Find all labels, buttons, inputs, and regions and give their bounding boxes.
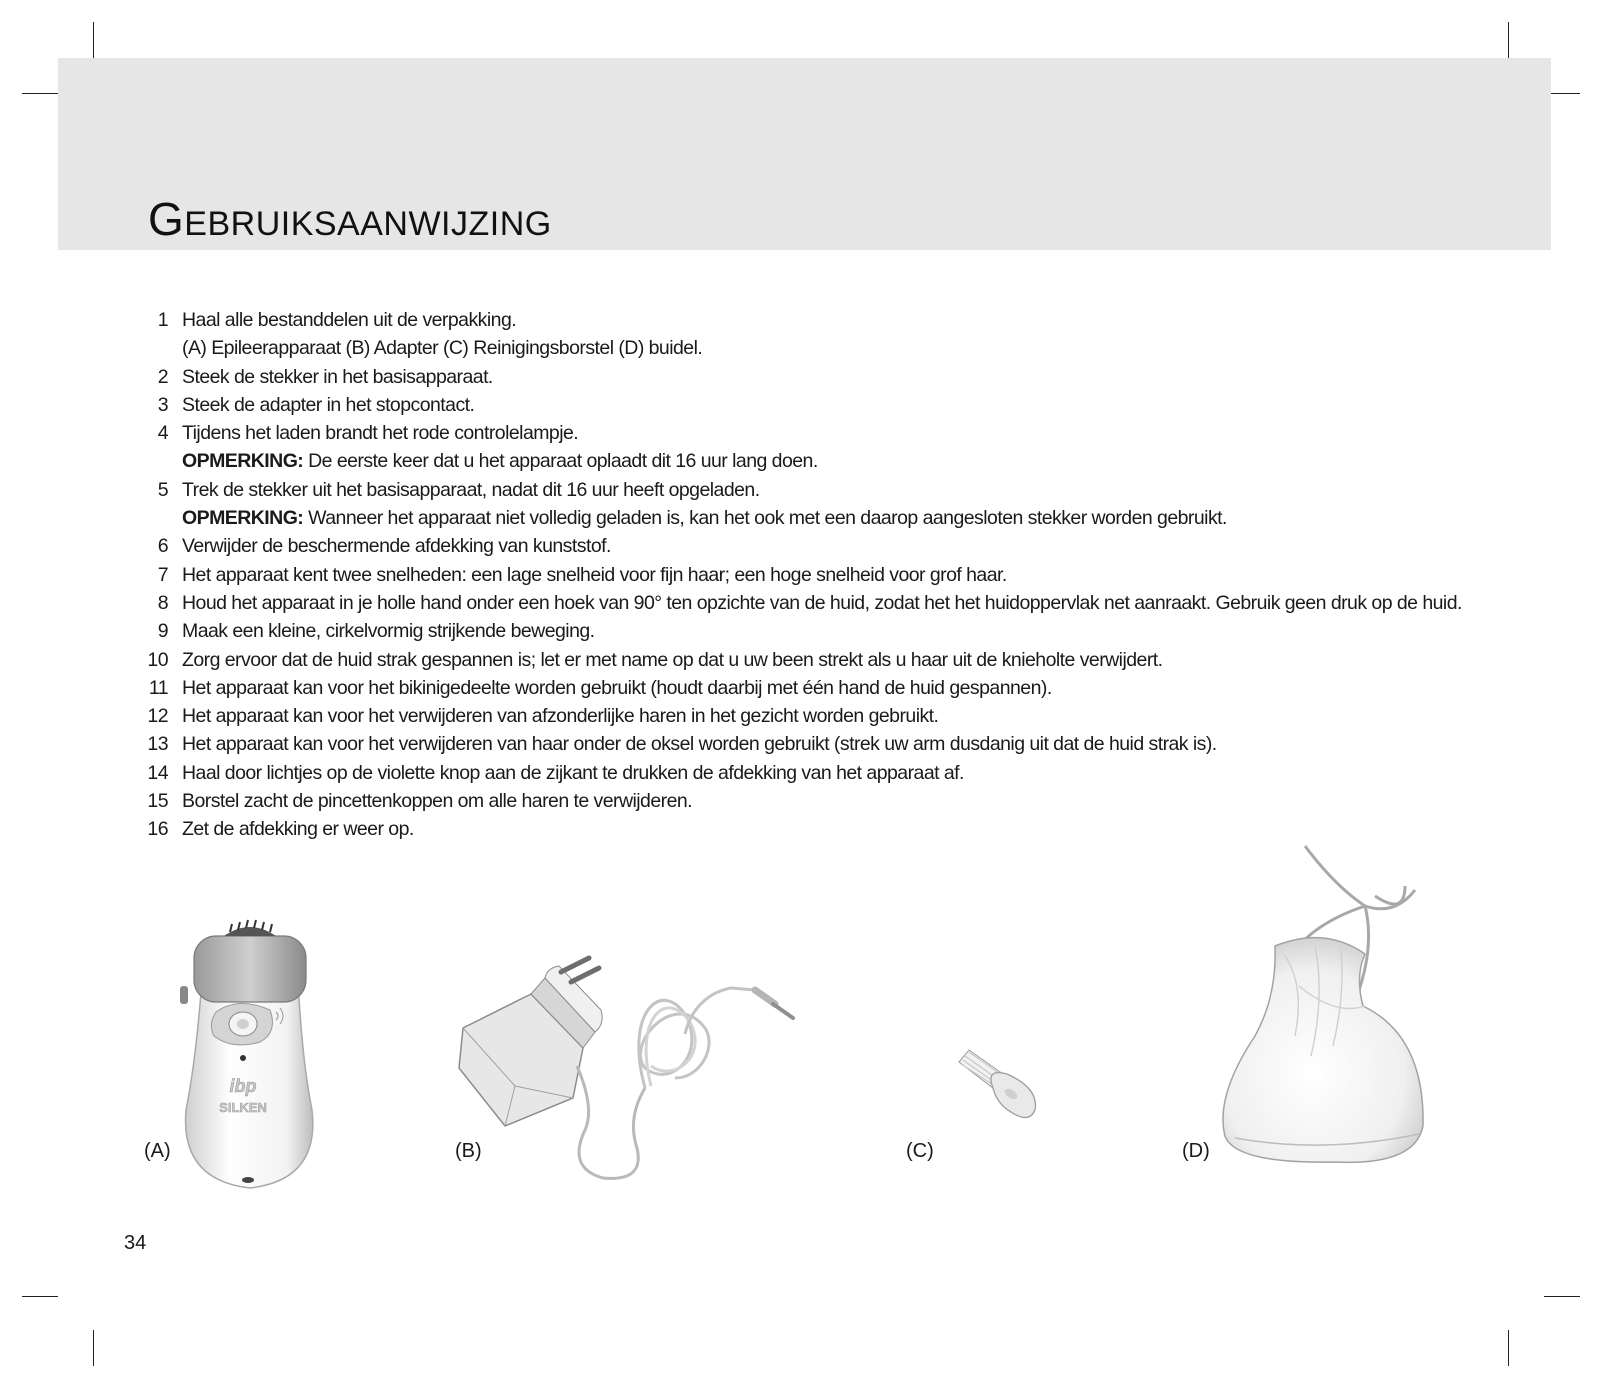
step-item xyxy=(140,702,1470,730)
step-item xyxy=(140,759,1470,787)
page-title-rest: EBRUIKSAANWIJZING xyxy=(184,205,552,243)
step-note xyxy=(182,447,1470,475)
step-text: Borstel zacht de pincettenkoppen om alle haren te verwijderen. xyxy=(182,790,693,813)
epilator-illustration xyxy=(180,940,320,1190)
step-text: Zet de afdekking er weer op. xyxy=(182,818,414,841)
step-item xyxy=(140,730,1470,758)
step-number: 8 xyxy=(157,591,168,614)
crop-mark xyxy=(93,22,94,58)
figure-label-b: (B) xyxy=(455,1140,482,1162)
adapter-illustration xyxy=(455,948,805,1193)
pouch-illustration xyxy=(1215,846,1465,1186)
step-number: 1 xyxy=(157,309,168,331)
step-number: 6 xyxy=(157,535,168,558)
step-number: 7 xyxy=(157,563,168,586)
page-title-initial: G xyxy=(148,193,185,245)
step-number: 12 xyxy=(147,705,168,728)
step-number: 4 xyxy=(157,422,168,445)
step-item xyxy=(140,617,1470,645)
step-text: Het apparaat kent twee snelheden: een lage snelheid voor fijn haar; een hoge snelheid voor grof haar. xyxy=(182,563,1007,586)
step-text: Trek de stekker uit het basisapparaat, nadat dit 16 uur heeft opgeladen. xyxy=(182,478,760,501)
step-text: Het apparaat kan voor het verwijderen van haar onder de oksel worden gebruikt (strek uw arm dusdanig uit dat de huid strak is). xyxy=(182,733,1217,756)
crop-mark xyxy=(1508,22,1509,58)
step-text: Tijdens het laden brandt het rode controlelampje. xyxy=(182,422,579,445)
step-item xyxy=(140,391,1470,419)
step-text: Haal alle bestanddelen uit de verpakking. xyxy=(182,309,517,331)
step-item xyxy=(140,561,1470,589)
cleaning-brush-illustration xyxy=(955,1048,1050,1128)
note-text: Wanneer het apparaat niet volledig geladen is, kan het ook met een daarop aangesloten stekker worden gebruikt. xyxy=(303,507,1227,530)
step-item xyxy=(140,363,1470,391)
instruction-list xyxy=(140,306,1470,844)
step-number: 10 xyxy=(147,648,168,671)
step-number: 15 xyxy=(147,790,168,813)
crop-mark xyxy=(93,1330,94,1366)
step-note xyxy=(182,504,1470,532)
crop-mark xyxy=(1508,1330,1509,1366)
crop-mark xyxy=(22,1296,58,1297)
step-number: 14 xyxy=(147,761,168,784)
figure-label-a: (A) xyxy=(144,1140,171,1162)
crop-mark xyxy=(1544,1296,1580,1297)
step-item xyxy=(140,476,1470,533)
step-text: Verwijder de beschermende afdekking van kunststof. xyxy=(182,535,611,558)
step-item xyxy=(140,787,1470,815)
note-label: OPMERKING: xyxy=(182,507,304,530)
device-logo: ibp xyxy=(229,1076,257,1096)
step-text: Haal door lichtjes op de violette knop aan de zijkant te drukken de afdekking van het apparaat af. xyxy=(182,761,964,784)
step-item xyxy=(140,646,1470,674)
figure-label-c: (C) xyxy=(906,1140,934,1162)
step-item xyxy=(140,306,1470,363)
page-number: 34 xyxy=(124,1232,147,1254)
step-item xyxy=(140,589,1470,617)
step-text: Steek de stekker in het basisapparaat. xyxy=(182,365,493,388)
figure-label-d: (D) xyxy=(1182,1140,1210,1162)
step-number: 3 xyxy=(157,393,168,416)
note-label: OPMERKING: xyxy=(182,450,304,473)
step-text: Het apparaat kan voor het bikinigedeelte worden gebruikt (houdt daarbij met één hand de huid gespannen). xyxy=(182,676,1052,699)
step-number: 16 xyxy=(147,818,168,841)
step-text: Houd het apparaat in je holle hand onder een hoek van 90° ten opzichte van de huid, zodat het het huidoppervlak net aanraakt. Gebruik geen druk op de huid. xyxy=(182,591,1462,614)
step-number: 13 xyxy=(147,733,168,756)
step-item xyxy=(140,419,1470,476)
step-number: 11 xyxy=(148,676,168,699)
step-text: Steek de adapter in het stopcontact. xyxy=(182,393,475,416)
step-number: 2 xyxy=(157,365,168,388)
crop-mark xyxy=(22,93,58,94)
step-text: Maak een kleine, cirkelvormig strijkende beweging. xyxy=(182,620,595,643)
page-title xyxy=(148,192,552,246)
step-number: 9 xyxy=(157,620,168,643)
note-text: De eerste keer dat u het apparaat oplaadt dit 16 uur lang doen. xyxy=(303,450,818,473)
step-text: (A) Epileerapparaat (B) Adapter (C) Reinigingsborstel (D) buidel. xyxy=(182,337,703,360)
step-text: Zorg ervoor dat de huid strak gespannen is; let er met name op dat u uw been strekt als u haar uit de knieholte verwijdert. xyxy=(182,648,1163,671)
step-number: 5 xyxy=(157,478,168,501)
step-text: Het apparaat kan voor het verwijderen van afzonderlijke haren in het gezicht worden gebruikt. xyxy=(182,705,939,728)
step-item xyxy=(140,815,1470,843)
step-item xyxy=(140,532,1470,560)
device-brand: SILKEN xyxy=(219,1100,267,1115)
step-item xyxy=(140,674,1470,702)
